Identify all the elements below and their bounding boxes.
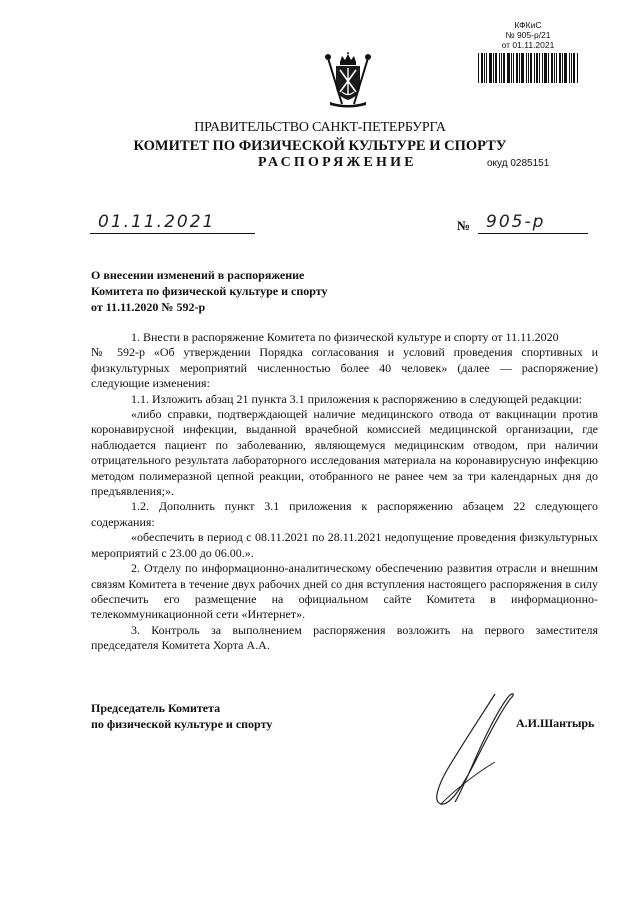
stamp-org: КФКиС bbox=[514, 20, 542, 30]
barcode-bar bbox=[544, 53, 547, 83]
barcode-bar bbox=[481, 53, 483, 83]
paragraph-3: 3. Контроль за выполнением распоряжения возложить на первого заместителя председателя Комитета Хорта А.А. bbox=[91, 622, 598, 653]
barcode-bar bbox=[493, 53, 494, 83]
number-underline bbox=[478, 232, 588, 234]
barcode-bar bbox=[507, 53, 510, 83]
barcode-bar bbox=[551, 53, 553, 83]
barcode-bar bbox=[571, 53, 572, 83]
document-body bbox=[91, 330, 598, 654]
handwritten-number: 905-р bbox=[486, 212, 546, 232]
barcode-bar bbox=[554, 53, 555, 83]
signer-title bbox=[91, 700, 272, 732]
barcode-bar bbox=[530, 53, 532, 83]
paragraph-1-2: 1.2. Дополнить пункт 3.1 приложения к распоряжению абзацем 22 следующего содержания: bbox=[91, 499, 598, 529]
stamp-number: № 905-р/21 bbox=[505, 30, 551, 40]
barcode-bar bbox=[499, 53, 500, 83]
barcode-bar bbox=[478, 53, 479, 83]
barcode-bar bbox=[484, 53, 485, 83]
barcode-bar bbox=[573, 53, 575, 83]
date-underline bbox=[90, 232, 255, 234]
barcode-bar bbox=[539, 53, 540, 83]
number-label: № bbox=[457, 218, 471, 233]
paragraph-2: 2. Отделу по информационно-аналитическому обеспечению развития отрасли и внешним связям Комитета в течение двух рабочих дней со дня вступления настоящего распоряжения в силу обеспечить его размещение на официальном сайте Комитета в информационно-телекоммуникационной сети «Интернет». bbox=[91, 561, 598, 622]
barcode-bar bbox=[516, 53, 518, 83]
handwritten-signature bbox=[425, 690, 535, 810]
committee-name: КОМИТЕТ ПО ФИЗИЧЕСКОЙ КУЛЬТУРЕ И СПОРТУ bbox=[133, 138, 507, 154]
spb-coat-of-arms-icon bbox=[322, 52, 374, 108]
barcode-bar bbox=[564, 53, 567, 83]
stamp-date: от 01.11.2021 bbox=[501, 40, 555, 50]
barcode-bar bbox=[526, 53, 527, 83]
barcode-bar bbox=[495, 53, 497, 83]
barcode-bar bbox=[513, 53, 514, 83]
barcode-bar bbox=[577, 53, 578, 83]
barcode-bar bbox=[542, 53, 543, 83]
barcode-bar bbox=[501, 53, 502, 83]
barcode-bar bbox=[489, 53, 492, 83]
paragraph-1: 1. Внести в распоряжение Комитета по физической культуре и спорту от 11.11.2020 bbox=[131, 330, 559, 344]
paragraph-quote-2: «обеспечить в период с 08.11.2021 по 28.11.2021 недопущение проведения физкультурных мероприятий с 23.00 до 06.00.». bbox=[91, 530, 598, 560]
barcode-bar bbox=[519, 53, 520, 83]
okud-code: окуд 0285151 bbox=[487, 158, 550, 169]
subject-line-2: Комитета по физической культуре и спорту bbox=[91, 284, 328, 298]
barcode-bar bbox=[559, 53, 561, 83]
signer-name: А.И.Шантырь bbox=[516, 716, 595, 730]
barcode-bar bbox=[536, 53, 538, 83]
signer-title-line-1: Председатель Комитета bbox=[91, 701, 221, 715]
barcode-bar bbox=[556, 53, 557, 83]
barcode-bar bbox=[534, 53, 535, 83]
document-subject bbox=[91, 267, 411, 315]
subject-line-1: О внесении изменений в распоряжение bbox=[91, 268, 305, 282]
handwritten-date: 01.11.2021 bbox=[98, 212, 216, 232]
document-type: РАСПОРЯЖЕНИЕ bbox=[258, 155, 417, 170]
barcode-bar bbox=[569, 53, 570, 83]
barcode-bar bbox=[503, 53, 505, 83]
paragraph-1-continued: № 592-р «Об утверждении Порядка согласования и условий проведения спортивных и физкультурных мероприятий численностью более 40 человек» (далее — распоряжение) следующие изменения: bbox=[91, 345, 598, 391]
barcode-icon bbox=[468, 53, 588, 83]
barcode-bar bbox=[562, 53, 563, 83]
signer-title-line-2: по физической культуре и спорту bbox=[91, 717, 273, 731]
paragraph-1-1: 1.1. Изложить абзац 21 пункта 3.1 приложения к распоряжению в следующей редакции: bbox=[131, 391, 582, 406]
barcode-bar bbox=[511, 53, 512, 83]
barcode-bar bbox=[486, 53, 487, 83]
registration-stamp bbox=[468, 20, 588, 83]
barcode-bar bbox=[528, 53, 529, 83]
paragraph-quote-1: «либо справки, подтверждающей наличие медицинского отвода от вакцинации против коронавирусной инфекции, выданной врачебной комиссией медицинской организации, где наблюдается пациент по заболеванию, являющемуся медицинским отводом, при наличии отрицательного результата лабораторного исследования материала на коронавирусную инфекцию методом полимеразной цепной реакции, отобранного не ранее чем за три календарных дня до предъявления;». bbox=[91, 407, 598, 499]
barcode-bar bbox=[521, 53, 524, 83]
barcode-bar bbox=[548, 53, 549, 83]
subject-line-3: от 11.11.2020 № 592-р bbox=[91, 300, 206, 314]
government-name: ПРАВИТЕЛЬСТВО САНКТ-ПЕТЕРБУРГА bbox=[194, 120, 446, 135]
